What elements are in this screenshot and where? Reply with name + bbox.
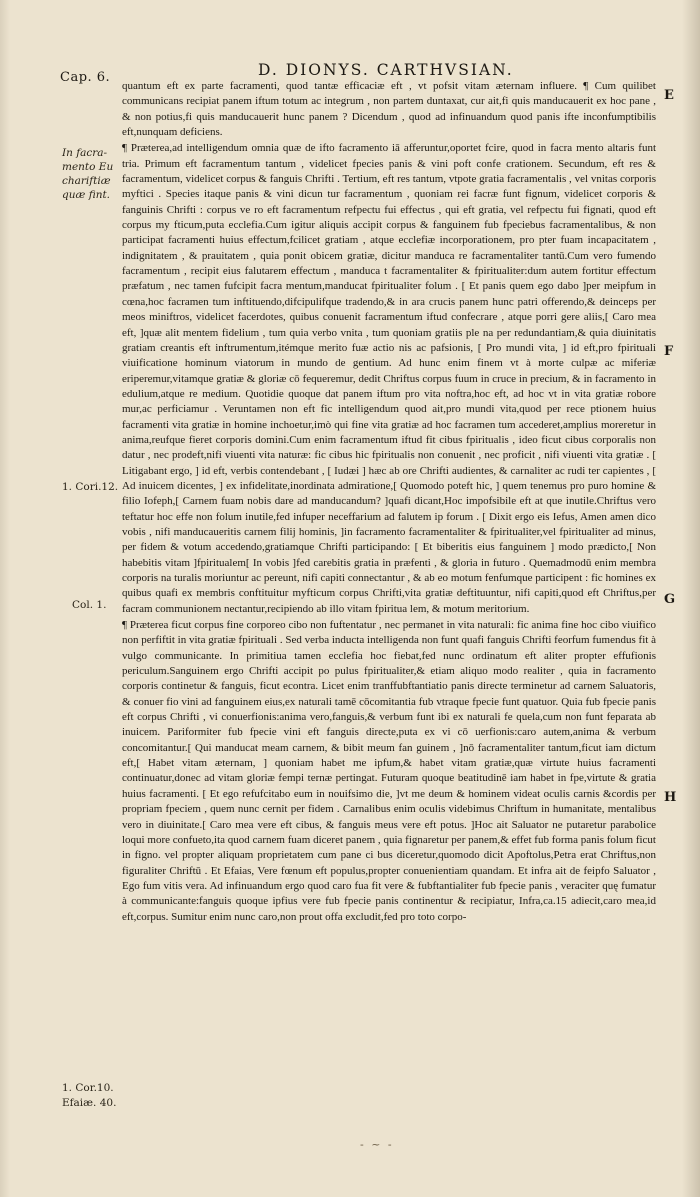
section-letter-h: H xyxy=(664,790,677,805)
section-letter-g: G xyxy=(664,592,676,607)
body-text xyxy=(122,79,656,925)
margin-ref-esaiae40: Efaiæ. 40. xyxy=(62,1097,117,1109)
running-head: D. DIONYS. CARTHVSIAN. xyxy=(258,61,514,79)
section-letter-f: F xyxy=(664,344,674,359)
margin-note-line: mento Eu xyxy=(62,161,114,173)
paragraph-3: ¶ Præterea ficut corpus fine corporeo cibo non fuftentatur , nec permanet in vita naturali: fic anima fine hoc cibo viuifico non perfiftit in vita gratiæ fpirituali . Sed verba inducta intelligenda non funt quafi fanguis Chrifti feorfum fumendus fit à vulgo communicante. In primitiua tamen ecclefia hoc fiebat,fed nunc ordinatum eft aliter propter effufionis periculum.Sanguinem ergo Chrifti accipit po pulus fpiritualiter,& etiam aliquo modo realiter , quia in facramento corporis continetur & fanguis, ficut econtra. Licet enim tranffubftantiatio panis directe terminetur ad carnem Saluatoris, & conuer fio vini ad fanguinem eius,ex naturali tamē cōcomitantia fub vtraque fpecie funt quatuor. Quia fub fpecie panis eft corpus Chrifti , vi conuerfionis:anima vero,fanguis,& verbum funt ibi ex naturali fe quela,cum non funt feparata ab inuicem. Pariformiter fub fpecie vini eft fanguis directe,puta ex vi cō uerfionis:caro autem,anima & verbum concomitantur.[ Qui manducat meam carnem, & bibit meum fan guinem , ]nō facramentaliter tantum,ficut iam dictum eft,[ Habet vitam æternam, ] quoniam habet me ipfum,& habet vitam gratiæ,quæ virtute huius facramenti continuatur,donec ad vitam gloriæ fempi ternæ pertingat. Futuram quoque beatitudinē iam habet in fpe,virtute & gratia huius facramenti. [ Et ego refufcitabo eum in nouifsimo die, ]vt me deum & hominem videat oculis carnis &cordis per propriam fpeciem , quem nunc cernit per fidem . Carnalibus enim oculis videbimus Chriftum in humanitate, mentalibus vero in diuinitate.[ Caro mea vere eft cibus, & fanguis meus vere eft potus. ]Hoc ait Saluator ne putaretur parabolice loqui more confueto,ita quod carnem fuam diceret panem , quia fignaretur per panem,& effet fub forma panis folum ficut in figno. vel propter aliquam proprietatem cum pane ci bus diceretur,quomodo dicit Apoftolus,Petra erat Chriftus,non figuraliter Chriftū . Et Efaias, Vere fœnum eft populus,propter conuenientiam quandam. Et infra ait de feipfo Saluator , Ego fum vitis vera. Ad infinuandum ergo quod caro fua fit vere & fubftantialiter fub fpecie panis , veraciter quę fumatur à communicante:fanguis quoque ipfius vere fub fpecie panis continentur & recipiatur, Infra,ca.15 adiecit,caro mea,id eft,corpus. Sumitur enim nunc caro,non prout offa excludit,fed pro toto corpo- xyxy=(122,619,656,923)
page-ornament: - ~ - xyxy=(360,1138,394,1151)
margin-note-line: In facra- xyxy=(62,147,108,159)
binding-shadow xyxy=(682,0,700,1197)
chapter-label: Cap. 6. xyxy=(60,70,111,85)
margin-ref-1cor12: 1. Cori.12. xyxy=(62,481,119,493)
margin-note-eucharist xyxy=(62,146,113,202)
page-edge-shadow xyxy=(0,0,10,1197)
margin-ref-col1: Col. 1. xyxy=(72,599,107,611)
section-letter-e: E xyxy=(664,88,674,103)
paragraph-1: quantum eft ex parte facramenti, quod tantæ efficaciæ eft , vt pofsit vitam æternam influere. ¶ Cum quilibet communicans recipiat panem iftum totum ac integrum , non partem duntaxat, cur ait,fi quis manducauerit ex hoc pane , & non potius,fi quis manducauerit hunc panem ? Dicendum , quod ad infinuandum quod panis ifte inconfumptibilis eft,nunquam deficiens. xyxy=(122,80,656,139)
margin-ref-1cor10: 1. Cor.10. xyxy=(62,1082,114,1094)
margin-note-line: chariftiæ xyxy=(62,175,111,187)
paragraph-2: ¶ Præterea,ad intelligendum omnia quæ de ifto facramento iā afferuntur,oportet fcire, quod in facra mento altaris funt tria. Primum eft facramentum tantum , videlicet fpecies panis & vini poft confe crationem. Secundum, eft res & facramentum, videlicet corpus & fanguis Chrifti . Tertium, eft res tantum, vtpote gratia facramentalis , vel vnitas corporis myftici . Species itaque panis & vini dicun tur facramentum , quoniam rei facræ funt fignum, videlicet corporis & fanguinis Chrifti : corpus ve ro eft facramentum refpectu fui effectus , qui eft gratia, vel refpectu fui fignati, quod eft corpus my fticum,puta ecclefia.Cum igitur aliquis accipit corpus & fanguinem fub fpeciebus facramentalibus, & non participat facramenti huius effectum,fcilicet gratiam , atque ecclefiæ incorporationem, pro pter fuam incapacitatem , indignitatem , & prauitatem , quia ponit obicem gratiæ, dicitur manduca re facramentaliter tantū.Cum vero fumendo facramentum , recipit eius falutarem effectum , manduca t facramentaliter & fpiritualiter:dum autem fortitur effectum præfatum , nec tamen fufcipit facra mentum,manducat fpiritualiter folum . [ Et panis quem ego dabo ]per meipfum in cœna,hoc facramen tum inftituendo,difcipulifque tradendo,& in ara crucis panem hunc patri offerendo,& deinceps per meos miniftros, videlicet facerdotes, quibus conuenit facramentum iftud confecrare , atque porri gere aliis,[ Caro mea eft, ]quæ alit mentem fidelium , tum quia verbo vnita , tum quoniam gratiis ple na per redundantiam,& quia diuinitatis gratiam creantis eft inftrumentum,itémque merito fuæ actio nis ac pafsionis, [ Pro mundi vita, ] id eft,pro fpirituali viuificatione hominum viatorum in mundo de gentium. Ad hunc enim finem vt à morte culpæ ac miferiæ eriperemur,vitamque gratiæ & gloriæ cō fequeremur, dedit Chriftus corpus fuum in cruce in precium, & in facramento in edulium,atque re medium. Quotidie quoque dat panem iftum pro vita noftra,hoc eft, ad hoc vt in vita gratiæ robore mur,ac perficiamur . Veruntamen non eft fic intelligendum quod ait,pro mundi vita,quod per rece ptionem huius facramenti vita gratiæ in homine inchoetur,imò qui fine vita gratiæ ad hoc facramen tum accederet,amplius moreretur in anima,reufque fieret corporis domini.Cum enim facramentum iftud fit cibus fpiritualis , ideo ficut cibus corporalis non datur , nec prodeft,nifi viuenti vita naturæ: fic cibus hic fpiritualis non conuenit , nec proficit , nifi viuenti vita gratiæ . [ Litigabant ergo, ] id eft, verbis contendebant , [ Iudæi ] hæc ab ore Chrifti audientes, & carnaliter ac rudi ter capientes , [ Ad inuicem dicentes, ] ex infidelitate,inordinata admiratione,[ Quomodo poteft hic, ] quem tenemus pro puro homine & filio Iofeph,[ Carnem fuam nobis dare ad manducandum? ]quafi dicant,Hoc impofsibile eft at que inutile.Chriftus vero teftatur hoc effe non folum inutile,fed infuper neceffarium ad falutem ip forum . [ Dixit ergo eis Iefus, Amen amen dico vobis , nifi manducaueritis carnem filij hominis, ]in facramento facramentaliter & fpiritualiter,vel fpiritualiter ad minus, per fidem & votum accedendo,gratiamque Chrifti participando: [ Et biberitis eius fanguinem ] modo prædicto,[ Non habebitis vitam ]fpiritualem[ In vobis ]fed carebitis gratia in præfenti , & gloria in futuro . Quemadmodū enim membra corporis na turalis moriuntur ac pereunt, nifi capiti connectantur , & ab eo motum fenfumque participent : fic homines ex quibus quafi ex membris conftituitur myfticum corpus Chrifti,vita gratiæ deftituuntur, nifi capiti,quod eft Chriftus,per facram communionem nectantur,recipiendo ab illo vitam fpiritua lem, & motum meritorium. xyxy=(122,142,656,615)
margin-note-line: quæ fint. xyxy=(62,189,111,201)
